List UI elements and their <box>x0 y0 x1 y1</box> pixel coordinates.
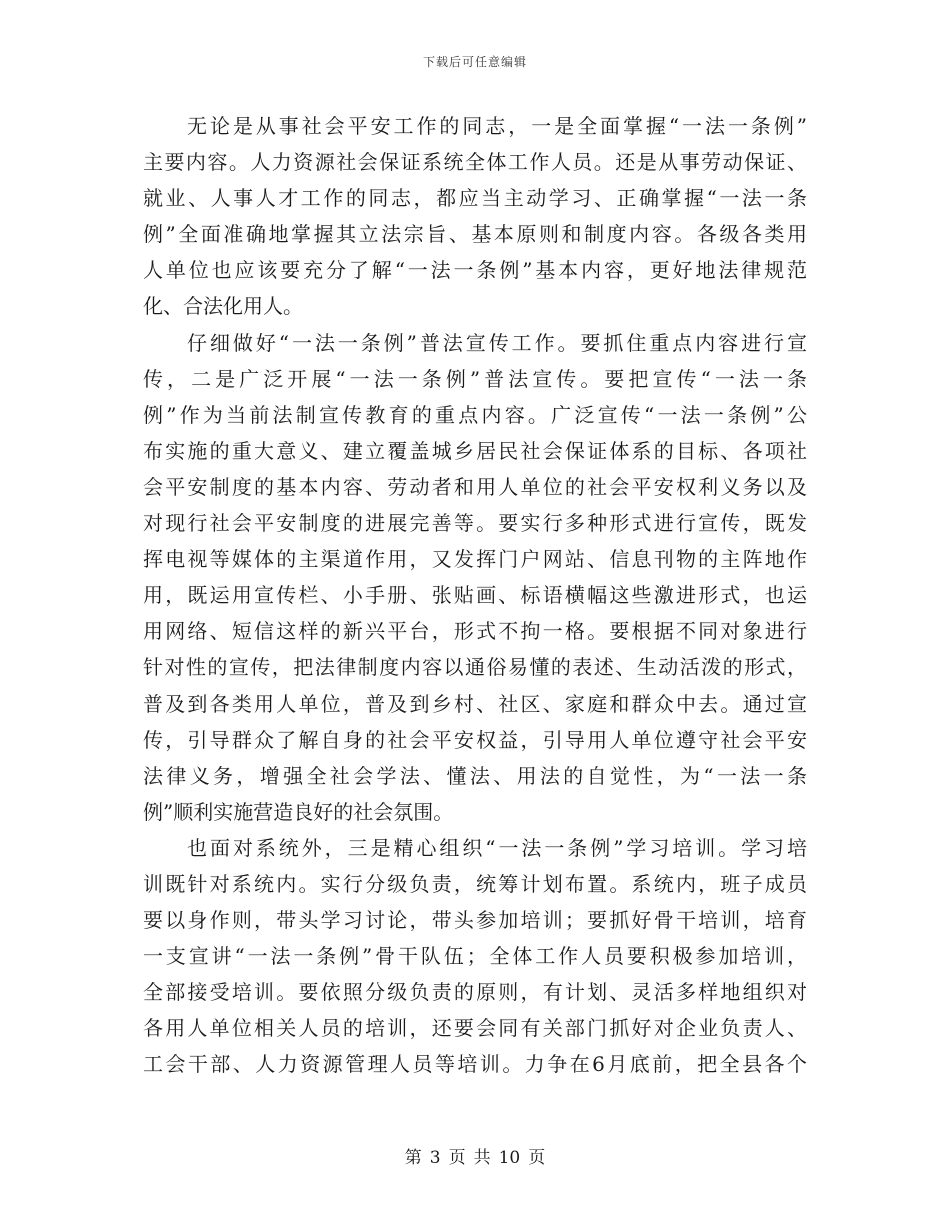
paragraph-2-line: 针对性的宣传，把法律制度内容以通俗易懂的表述、生动活泼的形式， <box>143 655 807 680</box>
paragraph-2-line: 例”作为当前法制宣传教育的重点内容。广泛宣传“一法一条例”公 <box>143 402 807 427</box>
paragraph-3-line: 全部接受培训。要依照分级负责的原则，有计划、灵活多样地组织对 <box>143 980 807 1005</box>
document-body <box>143 108 807 1083</box>
paragraph-2-line: 用，既运用宣传栏、小手册、张贴画、标语横幅这些激进形式，也运 <box>143 583 807 608</box>
page-unit-label: 页 <box>448 1148 466 1168</box>
paragraph-2-line: 传，引导群众了解自身的社会平安权益，引导用人单位遵守社会平安 <box>143 727 807 752</box>
page-footer <box>0 1146 950 1170</box>
paragraph-1-line: 就业、人事人才工作的同志，都应当主动学习、正确掌握“一法一条 <box>143 186 807 211</box>
paragraph-2-line: 普及到各类用人单位，普及到乡村、社区、家庭和群众中去。通过宣 <box>143 691 807 716</box>
paragraph-2-line: 挥电视等媒体的主渠道作用，又发挥门户网站、信息刊物的主阵地作 <box>143 547 807 572</box>
paragraph-3-line: 工会干部、人力资源管理人员等培训。力争在6月底前，把全县各个 <box>143 1052 807 1077</box>
paragraph-3-line: 各用人单位相关人员的培训，还要会同有关部门抓好对企业负责人、 <box>143 1016 807 1041</box>
paragraph-1-line: 主要内容。人力资源社会保证系统全体工作人员。还是从事劳动保证、 <box>143 150 807 175</box>
paragraph-1-line: 人单位也应该要充分了解“一法一条例”基本内容，更好地法律规范 <box>143 258 807 283</box>
paragraph-3-line: 一支宣讲“一法一条例”骨干队伍；全体工作人员要积极参加培训， <box>143 944 807 969</box>
paragraph-2-line: 会平安制度的基本内容、劳动者和用人单位的社会平安权利义务以及 <box>143 474 807 499</box>
total-pages-number: 10 <box>498 1148 521 1168</box>
paragraph-3-line: 也面对系统外，三是精心组织“一法一条例”学习培训。学习培 <box>187 835 807 860</box>
paragraph-2-line: 法律义务，增强全社会学法、懂法、用法的自觉性，为“一法一条 <box>143 763 807 788</box>
paragraph-2-line: 用网络、短信这样的新兴平台，形式不拘一格。要根据不同对象进行 <box>143 619 807 644</box>
page-label: 第 <box>404 1148 422 1168</box>
total-unit-label: 页 <box>528 1148 546 1168</box>
total-label: 共 <box>473 1148 491 1168</box>
current-page-number: 3 <box>429 1148 441 1168</box>
paragraph-2-line: 例”顺利实施营造良好的社会氛围。 <box>143 799 454 824</box>
paragraph-2-line: 对现行社会平安制度的进展完善等。要实行多种形式进行宣传，既发 <box>143 511 807 536</box>
paragraph-1-line: 无论是从事社会平安工作的同志，一是全面掌握“一法一条例” <box>187 114 807 138</box>
paragraph-3-line: 训既针对系统内。实行分级负责，统筹计划布置。系统内，班子成员 <box>143 871 807 896</box>
paragraph-3-line: 要以身作则，带头学习讨论，带头参加培训；要抓好骨干培训，培育 <box>143 908 807 933</box>
paragraph-1-line: 化、合法化用人。 <box>143 294 303 319</box>
paragraph-1-line: 例”全面准确地掌握其立法宗旨、基本原则和制度内容。各级各类用 <box>143 222 807 247</box>
paragraph-2-line: 传，二是广泛开展“一法一条例”普法宣传。要把宣传“一法一条 <box>143 366 807 391</box>
page-header: 下载后可任意编辑 <box>422 55 527 69</box>
paragraph-2-line: 仔细做好“一法一条例”普法宣传工作。要抓住重点内容进行宣 <box>187 330 807 355</box>
paragraph-2-line: 布实施的重大意义、建立覆盖城乡居民社会保证体系的目标、各项社 <box>143 438 807 463</box>
